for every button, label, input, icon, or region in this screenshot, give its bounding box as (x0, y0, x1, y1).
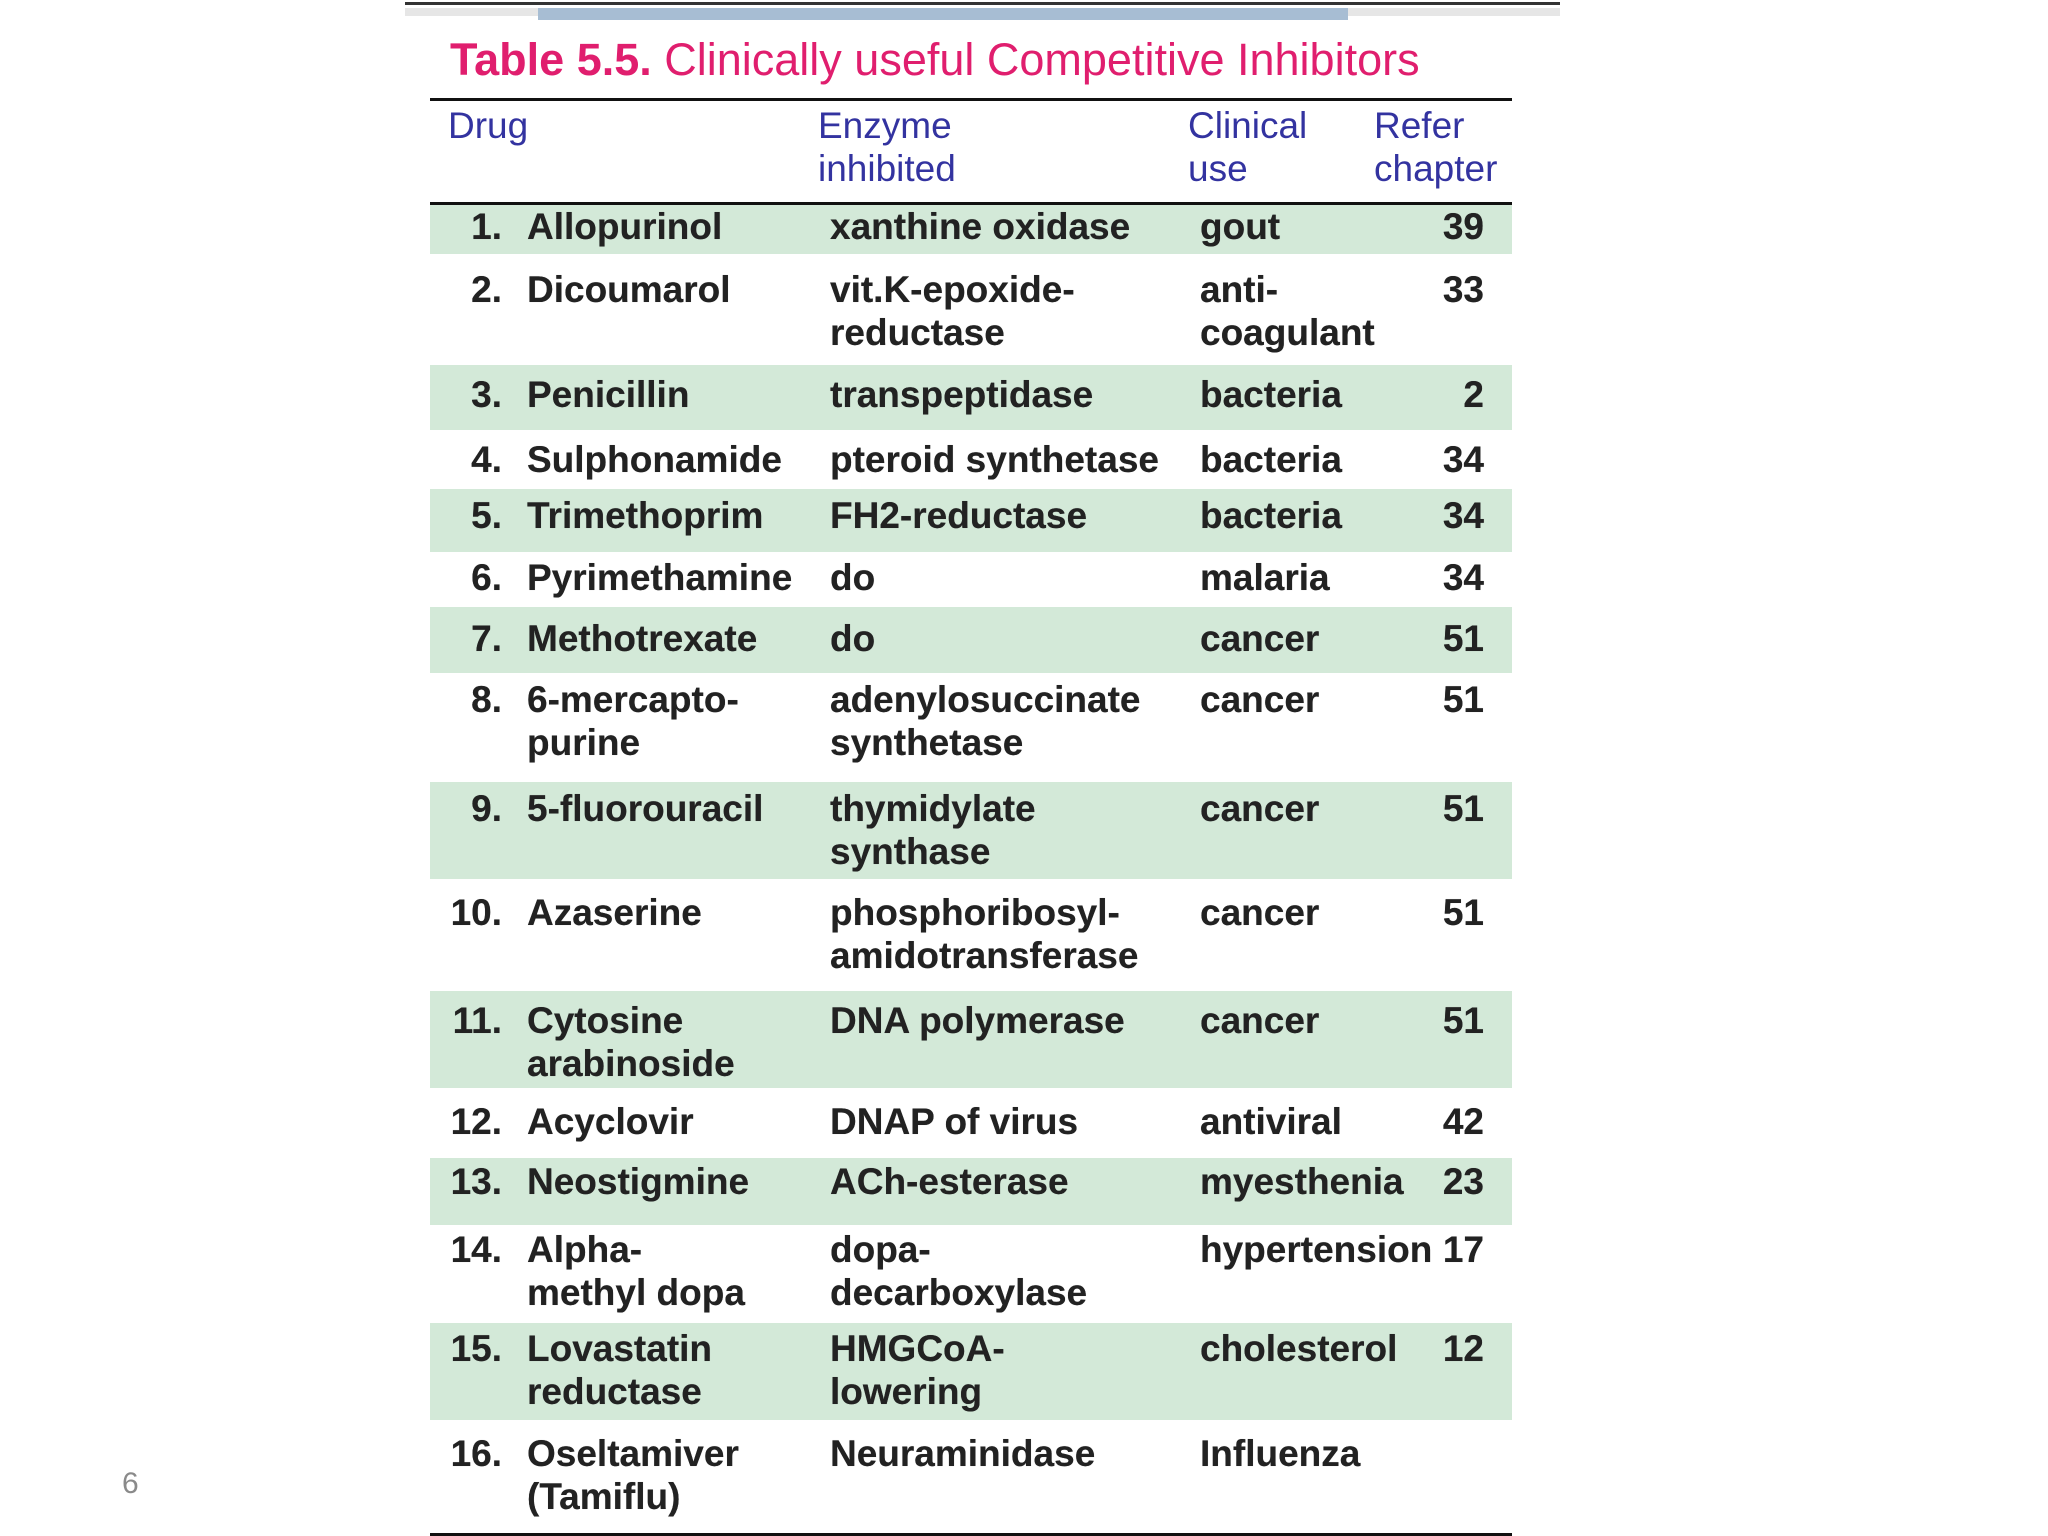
table-row (430, 205, 1512, 254)
refer-chapter: 51 (1442, 788, 1484, 829)
row-number: 3. (471, 374, 502, 415)
drug-name: Neostigmine (527, 1161, 750, 1202)
enzyme-inhibited: do (830, 618, 876, 659)
enzyme-inhibited: dopa- decarboxylase (830, 1229, 1088, 1313)
row-number: 14. (450, 1229, 502, 1270)
drug-name: Trimethoprim (527, 495, 764, 536)
clinical-use: bacteria (1200, 439, 1342, 480)
clinical-use: cancer (1200, 892, 1320, 933)
drug-name: Lovastatin reductase (527, 1328, 713, 1412)
header-enzyme-inhibited: Enzyme inhibited (818, 105, 956, 189)
drug-name: Azaserine (527, 892, 702, 933)
clinical-use: bacteria (1200, 495, 1342, 536)
enzyme-inhibited: HMGCoA- lowering (830, 1328, 1005, 1412)
top-accent-bar (538, 8, 1348, 20)
drug-name: Oseltamiver (Tamiflu) (527, 1433, 739, 1517)
table-row (430, 991, 1512, 1088)
enzyme-inhibited: xanthine oxidase (830, 206, 1131, 247)
row-number: 13. (450, 1161, 502, 1202)
enzyme-inhibited: FH2-reductase (830, 495, 1088, 536)
drug-name: Cytosine arabinoside (527, 1000, 735, 1084)
refer-chapter: 42 (1442, 1101, 1484, 1142)
table-row (430, 552, 1512, 607)
table-row (430, 879, 1512, 991)
clinical-use: cancer (1200, 788, 1320, 829)
enzyme-inhibited: DNA polymerase (830, 1000, 1125, 1041)
clinical-use: bacteria (1200, 374, 1342, 415)
refer-chapter: 51 (1442, 892, 1484, 933)
clinical-use: Influenza (1200, 1433, 1361, 1474)
slide-number: 6 (122, 1467, 139, 1500)
refer-chapter: 39 (1442, 206, 1484, 247)
drug-name: Dicoumarol (527, 269, 731, 310)
refer-chapter: 51 (1442, 618, 1484, 659)
table-row (430, 1420, 1512, 1525)
refer-chapter: 23 (1442, 1161, 1484, 1202)
table-row (430, 607, 1512, 673)
row-number: 4. (471, 439, 502, 480)
drug-name: Allopurinol (527, 206, 723, 247)
clinical-use: gout (1200, 206, 1281, 247)
row-number: 15. (450, 1328, 502, 1369)
drug-name: 6-mercapto- purine (527, 679, 739, 763)
enzyme-inhibited: vit.K-epoxide- reductase (830, 269, 1075, 353)
refer-chapter: 2 (1463, 374, 1484, 415)
clinical-use: antiviral (1200, 1101, 1342, 1142)
header-clinical-use: Clinical use (1188, 105, 1308, 189)
refer-chapter: 33 (1442, 269, 1484, 310)
row-number: 16. (450, 1433, 502, 1474)
row-number: 2. (471, 269, 502, 310)
clinical-use: cancer (1200, 618, 1320, 659)
clinical-use: myesthenia (1200, 1161, 1404, 1202)
refer-chapter: 51 (1442, 1000, 1484, 1041)
enzyme-inhibited: ACh-esterase (830, 1161, 1069, 1202)
refer-chapter: 34 (1442, 439, 1484, 480)
header-refer-chapter: Refer chapter (1374, 105, 1498, 189)
refer-chapter: 17 (1442, 1229, 1484, 1270)
drug-name: Methotrexate (527, 618, 758, 659)
row-number: 8. (471, 679, 502, 720)
table-title (450, 32, 1550, 88)
table-row (430, 1225, 1512, 1323)
table-title-text: Clinically useful Competitive Inhibitors (651, 34, 1420, 85)
table-row (430, 365, 1512, 430)
drug-name: Alpha- methyl dopa (527, 1229, 745, 1313)
header-drug: Drug (448, 105, 529, 146)
refer-chapter: 12 (1442, 1328, 1484, 1369)
row-number: 9. (471, 788, 502, 829)
row-number: 6. (471, 557, 502, 598)
row-number: 5. (471, 495, 502, 536)
enzyme-inhibited: phosphoribosyl- amidotransferase (830, 892, 1139, 976)
row-number: 7. (471, 618, 502, 659)
top-border-line (405, 2, 1560, 5)
table-row (430, 1158, 1512, 1225)
enzyme-inhibited: transpeptidase (830, 374, 1094, 415)
clinical-use: cancer (1200, 679, 1320, 720)
enzyme-inhibited: do (830, 557, 876, 598)
enzyme-inhibited: adenylosuccinate synthetase (830, 679, 1141, 763)
table-body (430, 205, 1512, 1525)
refer-chapter: 34 (1442, 557, 1484, 598)
table-row (430, 254, 1512, 365)
table-row (430, 1088, 1512, 1158)
drug-name: Pyrimethamine (527, 557, 793, 598)
table-row (430, 1323, 1512, 1420)
table-title-number: Table 5.5. (450, 34, 652, 85)
refer-chapter: 34 (1442, 495, 1484, 536)
enzyme-inhibited: DNAP of virus (830, 1101, 1079, 1142)
drug-name: Sulphonamide (527, 439, 782, 480)
row-number: 11. (452, 1000, 502, 1041)
enzyme-inhibited: pteroid synthetase (830, 439, 1159, 480)
clinical-use: malaria (1200, 557, 1330, 598)
row-number: 10. (450, 892, 502, 933)
enzyme-inhibited: Neuraminidase (830, 1433, 1096, 1474)
drug-name: Acyclovir (527, 1101, 694, 1142)
drug-name: Penicillin (527, 374, 690, 415)
row-number: 1. (471, 206, 502, 247)
clinical-use: anti- coagulant (1200, 269, 1375, 353)
clinical-use: hypertension (1200, 1229, 1433, 1270)
enzyme-inhibited: thymidylate synthase (830, 788, 1036, 872)
table-top-rule (430, 98, 1512, 101)
table-row (430, 489, 1512, 552)
drug-name: 5-fluorouracil (527, 788, 764, 829)
table-row (430, 430, 1512, 489)
table-row (430, 782, 1512, 879)
clinical-use: cholesterol (1200, 1328, 1398, 1369)
refer-chapter: 51 (1442, 679, 1484, 720)
clinical-use: cancer (1200, 1000, 1320, 1041)
table-row (430, 673, 1512, 782)
row-number: 12. (450, 1101, 502, 1142)
